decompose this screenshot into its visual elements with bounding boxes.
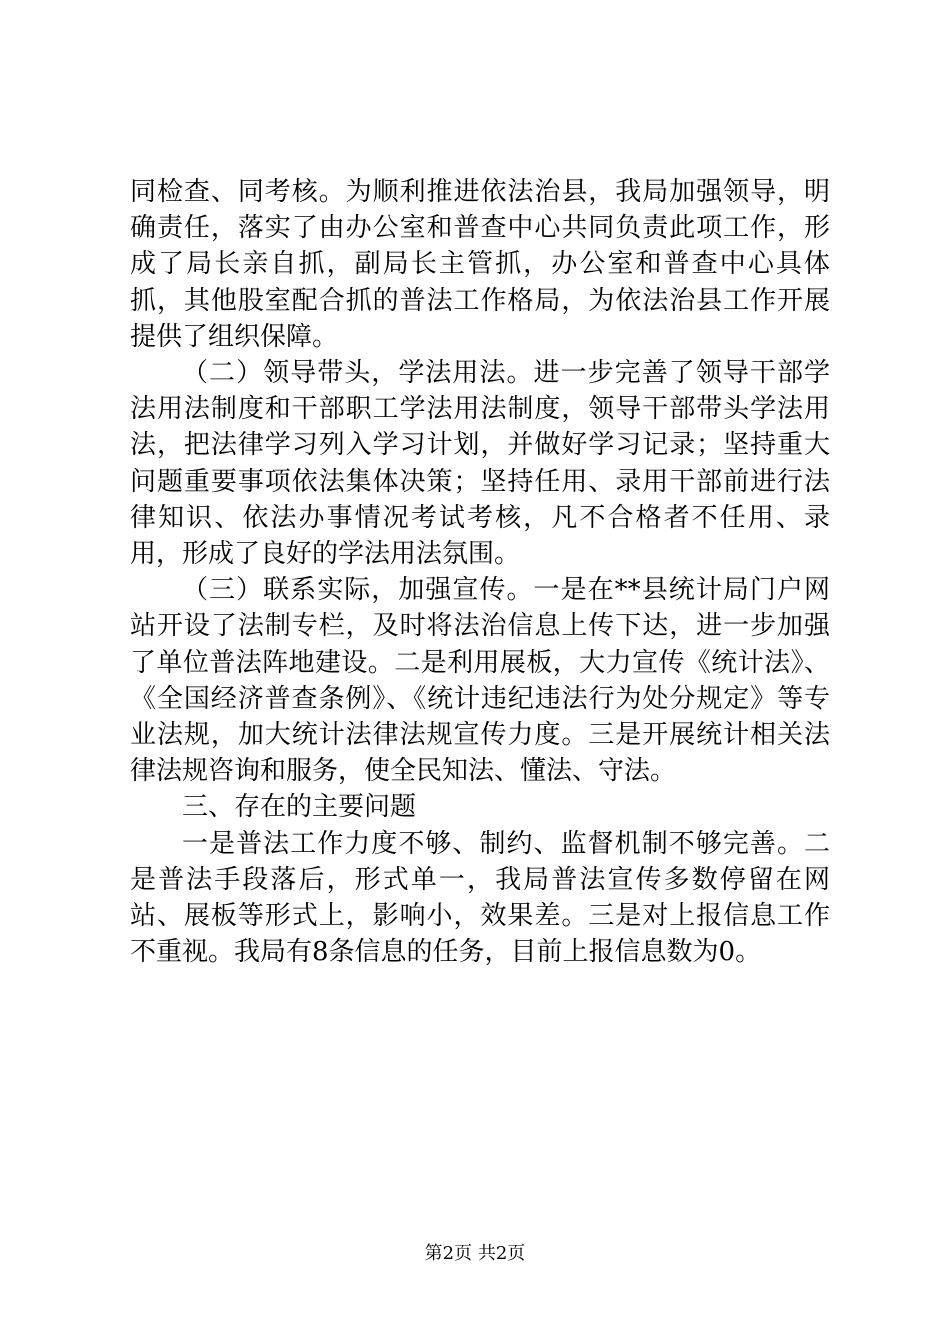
paragraph-continuation: 同检查、同考核。为顺利推进依法治县，我局加强领导，明确责任，落实了由办公室和普查中心共同负责此项工作，形成了局长亲自抓，副局长主管抓，办公室和普查中心具体抓，其他股室配合抓的普法工作格局，为依法治县工作开展提供了组织保障。 xyxy=(130,177,830,352)
page-number-label: 第2页 共2页 xyxy=(424,1243,526,1264)
paragraph-section-3: （三）联系实际，加强宣传。一是在**县统计局门户网站开设了法制专栏，及时将法治信息上传下达，进一步加强了单位普法阵地建设。二是利用展板，大力宣传《统计法》、《全国经济普查条例》、《统计违纪违法行为处分规定》等专业法规，加大统计法律法规宣传力度。三是开展统计相关法律法规咨询和服务，使全民知法、懂法、守法。 xyxy=(130,575,830,787)
section-heading: 三、存在的主要问题 xyxy=(182,792,417,823)
page-footer xyxy=(0,1242,950,1266)
paragraph-section-2: （二）领导带头，学法用法。进一步完善了领导干部学法用法制度和干部职工学法用法制度，领导干部带头学法用法，把法律学习列入学习计划，并做好学习记录；坚持重大问题重要事项依法集体决策；坚持任用、录用干部前进行法律知识、依法办事情况考试考核，凡不合格者不任用、录用，形成了良好的学法用法氛围。 xyxy=(130,358,830,570)
document-body xyxy=(130,174,830,970)
paragraph-problems: 一是普法工作力度不够、制约、监督机制不够完善。二是普法手段落后，形式单一，我局普法宣传多数停留在网站、展板等形式上，影响小，效果差。三是对上报信息工作不重视。我局有8条信息的任务，目前上报信息数为0。 xyxy=(130,828,830,968)
